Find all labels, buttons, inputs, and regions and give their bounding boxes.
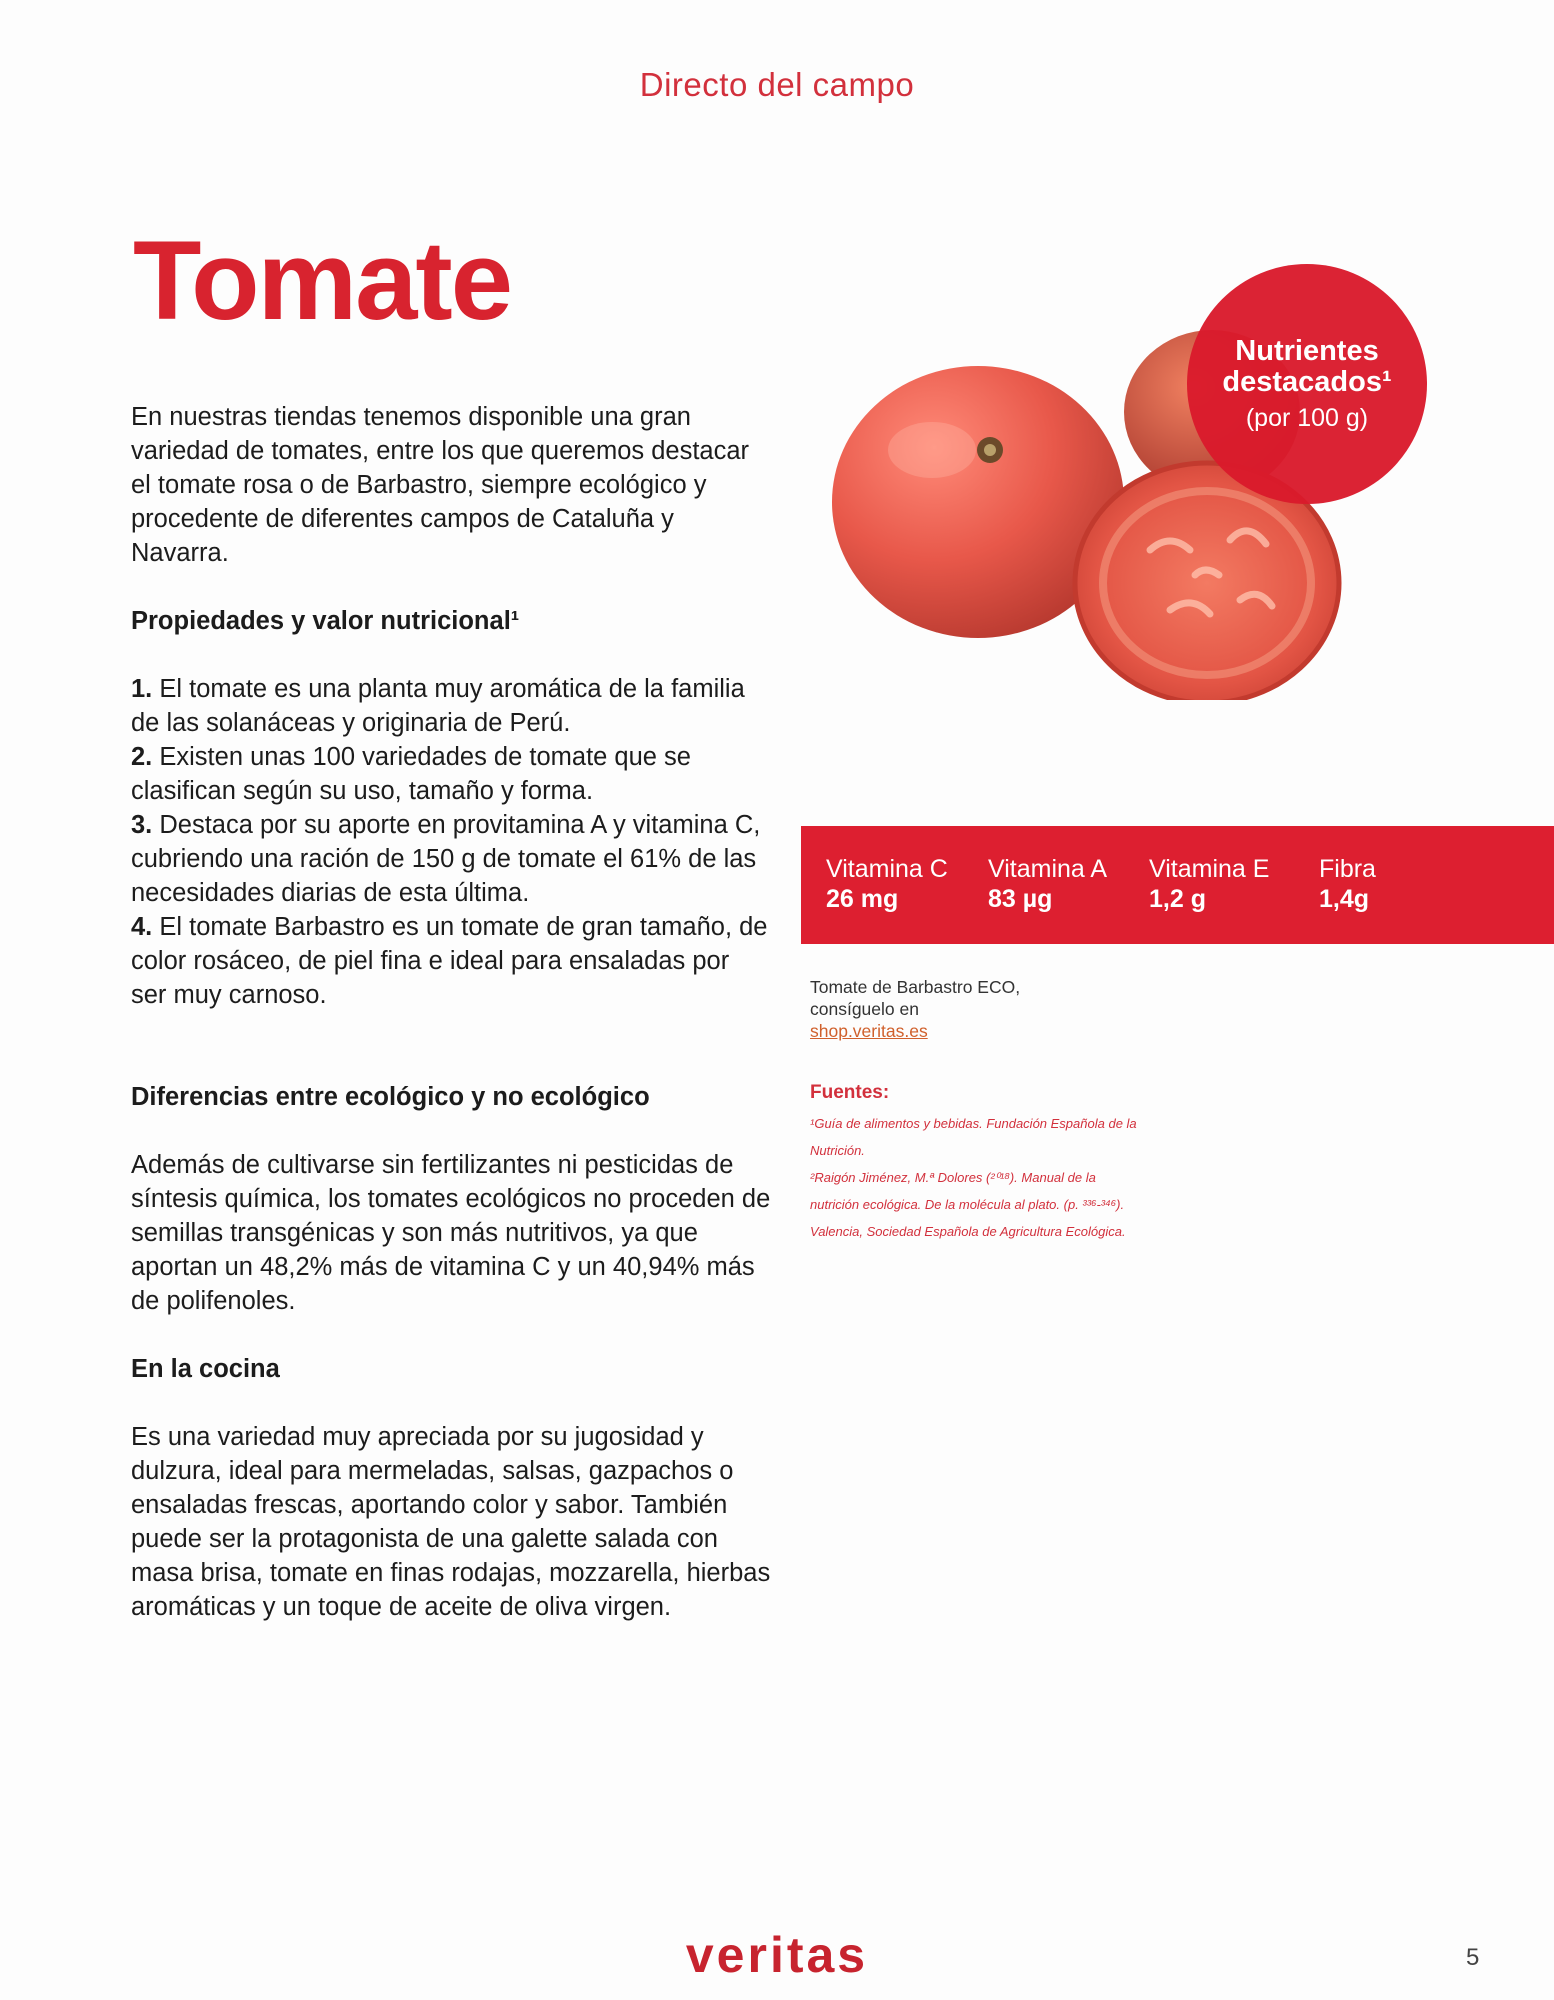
source-line: nutrición ecológica. De la molécula al plato. (p. ³³⁶-³⁴⁶). xyxy=(810,1197,1125,1212)
kitchen-paragraph: Es una variedad muy apreciada por su jugosidad y dulzura, ideal para mermeladas, salsas, gazpachos o ensaladas frescas, aportando color y sabor. También puede ser la protagonista de una galette salada con masa brisa, tomate en finas rodajas, mozzarella, hierbas aromáticas y un toque de aceite de oliva virgen. xyxy=(131,1423,771,1621)
page-title: Tomate xyxy=(133,218,511,343)
list-text: Existen unas 100 variedades de tomate que se clasifican según su uso, tamaño y forma. xyxy=(131,743,691,805)
kitchen-heading: En la cocina xyxy=(131,1355,280,1383)
source-line: ²Raigón Jiménez, M.ª Dolores (²⁰¹⁸). Manual de la xyxy=(810,1170,1096,1185)
source-line: Nutrición. xyxy=(810,1143,865,1158)
intro-paragraph: En nuestras tiendas tenemos disponible una gran variedad de tomates, entre los que queremos destacar el tomate rosa o de Barbastro, siempre ecológico y procedente de diferentes campos de Cataluña y Navarra. xyxy=(131,403,750,567)
properties-list xyxy=(131,672,771,1012)
list-number: 1. xyxy=(131,675,153,703)
list-number: 2. xyxy=(131,743,153,771)
nutrient-vitamin-e xyxy=(1149,854,1269,914)
properties-heading: Propiedades y valor nutricional¹ xyxy=(131,607,520,635)
shop-note xyxy=(810,976,1020,1042)
nutrient-name: Fibra xyxy=(1319,855,1376,883)
nutrients-badge xyxy=(1187,264,1427,504)
sources-title: Fuentes: xyxy=(810,1082,890,1103)
nutrient-value: 26 mg xyxy=(826,885,899,913)
nutrient-band xyxy=(801,826,1554,944)
nutrient-value: 83 µg xyxy=(988,885,1053,913)
badge-subtitle: (por 100 g) xyxy=(1245,403,1369,432)
page-number: 5 xyxy=(1466,1944,1480,1971)
nutrient-name: Vitamina A xyxy=(988,855,1108,883)
list-item xyxy=(131,910,771,1012)
list-item xyxy=(131,672,771,740)
list-text: El tomate Barbastro es un tomate de gran tamaño, de color rosáceo, de piel fina e ideal para ensaladas por ser muy carnoso. xyxy=(131,913,768,1009)
list-text: Destaca por su aporte en provitamina A y vitamina C, cubriendo una ración de 150 g de tomate el 61% de las necesidades diarias de esta última. xyxy=(131,811,761,907)
article-body xyxy=(131,400,771,1624)
sources xyxy=(810,1082,1210,1245)
nutrient-value: 1,4g xyxy=(1319,885,1370,913)
shop-line: consíguelo en xyxy=(810,999,919,1019)
nutrient-value: 1,2 g xyxy=(1149,885,1206,913)
nutrient-fibra xyxy=(1319,854,1376,914)
list-number: 3. xyxy=(131,811,153,839)
badge-title: Nutrientes destacados¹ xyxy=(1222,334,1392,398)
differences-paragraph: Además de cultivarse sin fertilizantes ni pesticidas de síntesis química, los tomates ecológicos no proceden de semillas transgénicas y son más nutritivos, ya que aportan un 48,2% más de vitamina C y un 40,94% más de polifenoles. xyxy=(131,1151,771,1315)
nutrient-vitamin-a xyxy=(988,854,1107,914)
section-title: Directo del campo xyxy=(639,66,915,103)
nutrient-name: Vitamina E xyxy=(1149,855,1270,883)
list-number: 4. xyxy=(131,913,153,941)
shop-link[interactable]: shop.veritas.es xyxy=(810,1021,928,1041)
source-line: Valencia, Sociedad Española de Agricultura Ecológica. xyxy=(810,1224,1126,1239)
veritas-logo: veritas xyxy=(685,1927,869,1983)
list-text: El tomate es una planta muy aromática de la familia de las solanáceas y originaria de Perú. xyxy=(131,675,745,737)
shop-line: Tomate de Barbastro ECO, xyxy=(810,977,1021,997)
nutrient-name: Vitamina C xyxy=(826,855,948,883)
source-line: ¹Guía de alimentos y bebidas. Fundación Española de la xyxy=(810,1116,1137,1131)
differences-heading: Diferencias entre ecológico y no ecológico xyxy=(131,1083,650,1111)
list-item xyxy=(131,808,771,910)
nutrient-vitamin-c xyxy=(826,854,948,914)
list-item xyxy=(131,740,771,808)
